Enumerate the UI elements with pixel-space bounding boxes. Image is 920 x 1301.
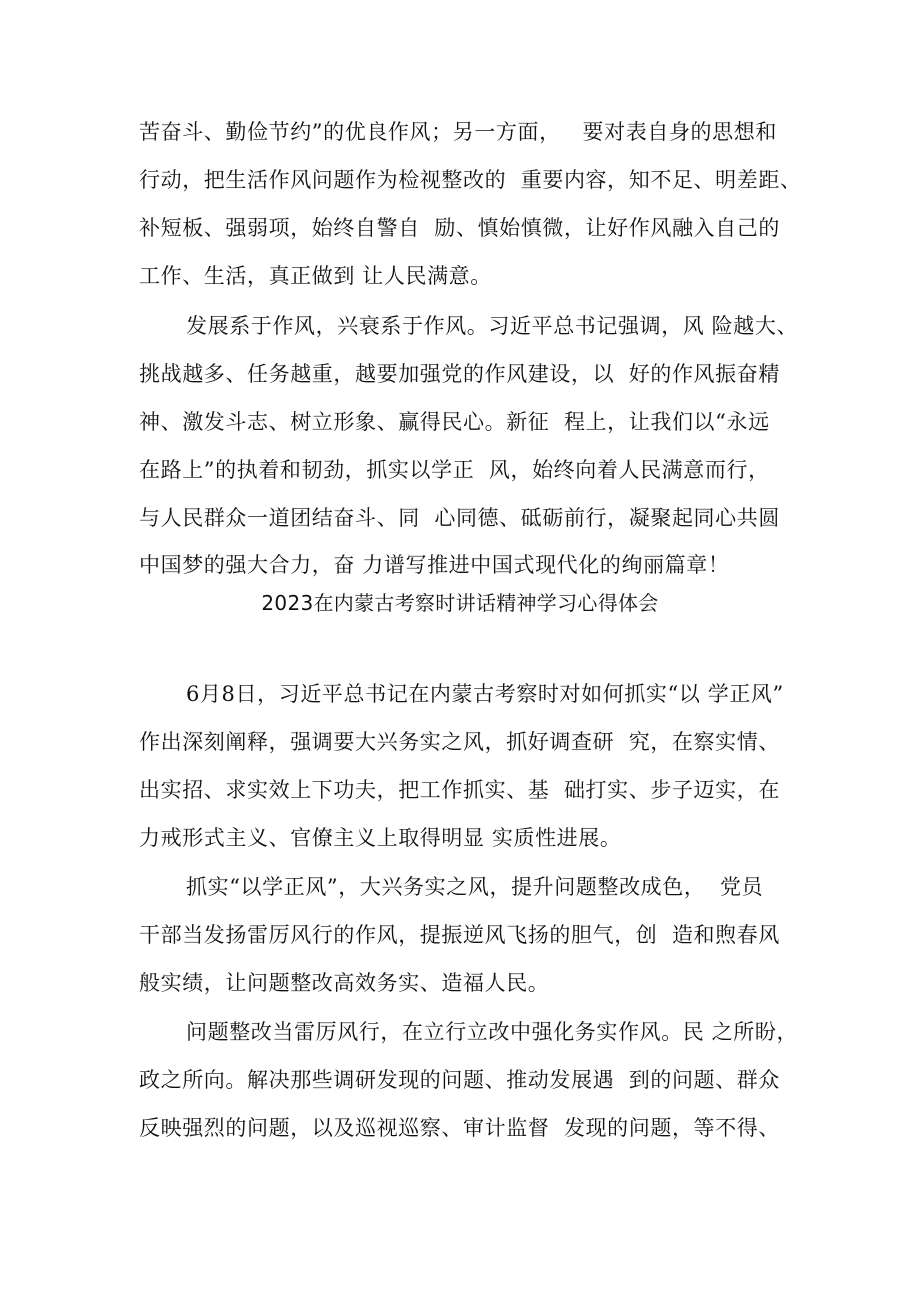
text-line: 力戒形式主义、官僚主义上取得明显 实质性进展。: [139, 826, 622, 850]
text-line: 与人民群众一道团结奋斗、同 心同德、砥砺前行，凝聚起同心共圆: [139, 506, 780, 530]
text-line: 问题整改当雷厉风行，在立行立改中强化务实作风。民 之所盼，: [186, 1020, 799, 1044]
text-line: 作出深刻阐释，强调要大兴务实之风，抓好调查研 究，在察实情、: [139, 730, 780, 754]
text-line: 神、激发斗志、树立形象、赢得民心。新征 程上，让我们以“永远: [139, 410, 770, 434]
text-line: 般实绩，让问题整改高效务实、造福人民。: [139, 971, 550, 995]
text-line: 行动，把生活作风问题作为检视整改的 重要内容，知不足、明差距、: [139, 168, 802, 192]
text-line: 政之所向。解决那些调研发现的问题、推动发展遇 到的问题、群众: [139, 1068, 780, 1092]
text-line: 抓实“以学正风”，大兴务实之风，提升问题整改成色， 党员: [186, 875, 764, 899]
text-line: 干部当发扬雷厉风行的作风，提振逆风飞扬的胆气，创 造和煦春风: [139, 923, 780, 947]
document-title: 2023在内蒙古考察时讲话精神学习心得体会: [261, 591, 659, 615]
text-line: 发展系于作风，兴衰系于作风。习近平总书记强调，风 险越大、: [186, 314, 799, 338]
text-line: 在路上”的执着和韧劲，抓实以学正 风，始终向着人民满意而行，: [139, 458, 770, 482]
text-line: 挑战越多、任务越重，越要加强党的作风建设，以 好的作风振奋精: [139, 362, 780, 386]
text-line: 反映强烈的问题，以及巡视巡察、审计监督 发现的问题，等不得、: [139, 1116, 780, 1140]
text-line: 6月8日，习近平总书记在内蒙古考察时对如何抓实“以 学正风”: [186, 682, 784, 706]
text-line: 苦奋斗、勤俭节约”的优良作风；另一方面， 要对表自身的思想和: [139, 120, 777, 144]
text-line: 中国梦的强大合力，奋 力谱写推进中国式现代化的绚丽篇章！: [139, 553, 730, 577]
text-line: 出实招、求实效上下功夫，把工作抓实、基 础打实、步子迈实，在: [139, 778, 780, 802]
text-line: 补短板、强弱项，始终自警自 励、慎始慎微，让好作风融入自己的: [139, 216, 780, 240]
text-line: 工作、生活，真正做到 让人民满意。: [139, 264, 492, 288]
